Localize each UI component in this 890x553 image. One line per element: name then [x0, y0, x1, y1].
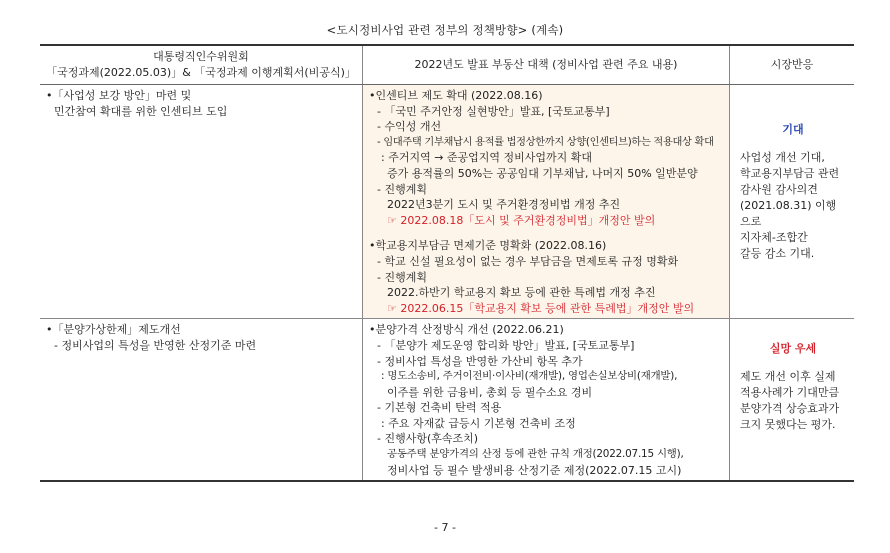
price-calc-heading: •분양가격 산정방식 개선 (2022.06.21)	[369, 323, 564, 337]
header-col1-line1: 대통령직인수위원회	[153, 50, 249, 63]
reaction-line: 갈등 감소 기대.	[740, 247, 815, 260]
reaction-line: 지자체-조합간	[740, 231, 808, 244]
measure-line: - 진행계획	[377, 182, 427, 196]
measure-line: 이주를 위한 금융비, 총회 등 필수소요 경비	[387, 385, 593, 399]
school-levy-heading: •학교용지부담금 면제기준 명확화 (2022.08.16)	[369, 239, 607, 253]
table-row	[40, 319, 854, 481]
bill-proposal-note: ☞ 2022.08.18「도시 및 주거환경정비법」개정안 발의	[387, 213, 656, 227]
header-2022-measures: 2022년도 발표 부동산 대책 (정비사업 관련 주요 내용)	[363, 45, 730, 85]
measure-line: 증가 용적률의 50%는 공공임대 기부채납, 나머지 50% 일반분양	[387, 166, 698, 180]
measure-line: - 정비사업 특성을 반영한 가산비 항목 추가	[377, 354, 583, 368]
page-number: - 7 -	[434, 521, 456, 534]
reaction-line: 제도 개선 이후 실제	[740, 370, 836, 384]
reaction-badge: 실망 우세	[769, 342, 817, 356]
reaction-line: 학교용지부담금 관련	[740, 167, 840, 180]
measure-line: - 「국민 주거안정 실현방안」발표, [국토교통부]	[377, 104, 610, 118]
policy-table	[40, 44, 854, 482]
measure-line: - 「분양가 제도운영 합리화 방안」발표, [국토교통부]	[377, 338, 635, 352]
table-row	[40, 85, 854, 319]
measure-line: - 임대주택 기부채납시 용적률 법정상한까지 상향(인센티브)하는 적용대상 확대	[377, 136, 714, 148]
row2-left-line: - 정비사업의 특성을 반영한 산정기준 마련	[54, 338, 257, 352]
page-title: <도시정비사업 관련 정부의 정책방향> (계속)	[326, 23, 564, 37]
header-inquiry-committee	[40, 45, 363, 85]
row2-measures-cell	[363, 319, 730, 481]
reaction-line: (2021.08.31) 이행으로	[740, 199, 837, 228]
measure-line: - 진행계획	[377, 270, 427, 284]
incentive-heading: •인센티브 제도 확대 (2022.08.16)	[369, 89, 543, 102]
measure-line: : 명도소송비, 주거이전비·이사비(재개발), 영업손실보상비(재개발),	[381, 370, 678, 383]
reaction-line: 감사원 감사의견	[740, 183, 818, 196]
measure-line: - 기본형 건축비 탄력 적용	[377, 401, 502, 415]
row2-inquiry-cell	[40, 319, 363, 481]
measure-line: 2022년3분기 도시 및 주거환경정비법 개정 추진	[387, 198, 621, 212]
reaction-line: 크지 못했다는 평가.	[740, 418, 836, 432]
header-col1-line2: 「국정과제(2022.05.03)」& 「국정과제 이행계획서(비공식)」	[46, 66, 356, 79]
measure-line: 2022.하반기 학교용지 확보 등에 관한 특례법 개정 추진	[387, 286, 656, 300]
measure-line: : 주요 자재값 급등시 기본형 건축비 조정	[381, 416, 576, 430]
measure-line: - 진행사항(후속조치)	[377, 432, 479, 446]
reaction-line: 사업성 개선 기대,	[740, 151, 825, 164]
reaction-line: 적용사례가 기대만큼	[740, 386, 840, 400]
row1-reaction-cell	[730, 85, 855, 319]
reaction-badge: 기대	[782, 123, 804, 136]
row2-reaction-cell	[730, 319, 855, 481]
bill-proposal-note: ☞ 2022.06.15「학교용지 확보 등에 관한 특례법」개정안 발의	[387, 301, 695, 315]
measure-line: - 학교 신설 필요성이 없는 경우 부담금을 면제토록 규정 명확화	[377, 254, 679, 268]
row1-left-line: 민간참여 확대를 위한 인센티브 도입	[54, 104, 228, 118]
measure-line: - 수익성 개선	[377, 120, 442, 134]
measure-line: : 주거지역 → 준공업지역 정비사업까지 확대	[381, 151, 593, 165]
table-header-row	[40, 45, 854, 85]
measure-line: 정비사업 등 필수 발생비용 산정기준 제정(2022.07.15 고시)	[387, 463, 682, 477]
row1-inquiry-cell	[40, 85, 363, 319]
header-market-reaction: 시장반응	[730, 45, 855, 85]
measure-line: 공동주택 분양가격의 산정 등에 관한 규칙 개정(2022.07.15 시행),	[387, 448, 684, 461]
reaction-line: 분양가격 상승효과가	[740, 402, 840, 416]
row1-measures-cell	[363, 85, 730, 319]
row2-left-line: •「분양가상한제」제도개선	[46, 323, 181, 337]
row1-left-line: •「사업성 보강 방안」마련 및	[46, 89, 192, 102]
